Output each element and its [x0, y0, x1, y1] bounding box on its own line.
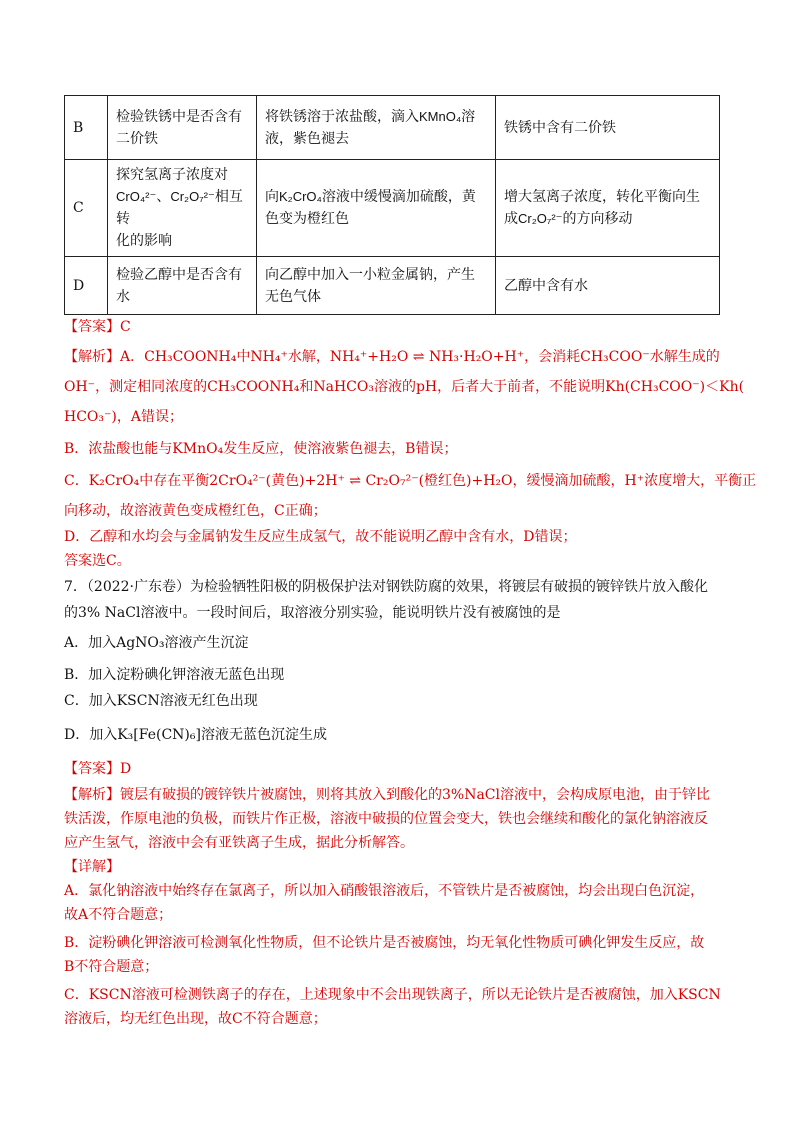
answer-7: 【答案】D — [64, 761, 132, 777]
question-7-line2: 的3% NaCl溶液中。一段时间后，取溶液分别实验，能说明铁片没有被腐蚀的是 — [64, 605, 561, 621]
question-7-line1: 7．（2022·广东卷）为检验牺牲阳极的阴极保护法对钢铁防腐的效果，将镀层有破损的镀锌铁片放入酸化 — [64, 579, 708, 595]
question-7-option-d: D．加入K₃[Fe(CN)₆]溶液无蓝色沉淀生成 — [64, 727, 327, 743]
detail-7-c1: C．KSCN溶液可检测铁离子的存在，上述现象中不会出现铁离子，所以无论铁片是否被腐蚀，加入KSCN — [64, 987, 721, 1003]
detail-7-c2: 溶液后，均无红色出现，故C不符合题意； — [64, 1011, 327, 1027]
operation-cell: 向乙醇中加入一小粒金属钠，产生无色气体 — [257, 257, 496, 315]
analysis-6-a1: 【解析】A．CH₃COONH₄中NH₄⁺水解，NH₄⁺+H₂O ⇌ NH₃·H₂O+H⁺，会消耗CH₃COO⁻水解生成的 — [64, 349, 720, 365]
experiment-table — [64, 95, 720, 315]
analysis-6-b: B．浓盐酸也能与KMnO₄发生反应，使溶液紫色褪去，B错误； — [64, 441, 458, 457]
detail-7-a2: 故A不符合题意； — [64, 907, 173, 923]
row-label: D — [65, 257, 108, 315]
analysis-7-line2: 铁活泼，作原电池的负极，而铁片作正极，溶液中破损的位置会变大，铁也会继续和酸化的氯化钠溶液反 — [64, 811, 708, 827]
table-row — [65, 96, 720, 160]
row-label: C — [65, 160, 108, 257]
analysis-7-line1: 【解析】镀层有破损的镀锌铁片被腐蚀，则将其放入到酸化的3%NaCl溶液中，会构成原电池，由于锌比 — [64, 787, 710, 803]
analysis-6-a3: HCO₃⁻)，A错误； — [64, 409, 183, 425]
answer-6: 【答案】C — [64, 319, 131, 335]
operation-cell: 将铁锈溶于浓盐酸，滴入KMnO₄溶液，紫色褪去 — [257, 96, 496, 160]
detail-7-a1: A．氯化钠溶液中始终存在氯离子，所以加入硝酸银溶液后，不管铁片是否被腐蚀，均会出现白色沉淀， — [64, 883, 705, 899]
analysis-6-c2: 向移动，故溶液黄色变成橙红色，C正确； — [64, 503, 327, 519]
detail-7-label: 【详解】 — [64, 859, 120, 875]
question-7-option-a: A．加入AgNO₃溶液产生沉淀 — [64, 635, 249, 651]
conclusion-cell: 增大氢离子浓度，转化平衡向生成Cr₂O₇²⁻的方向移动 — [496, 160, 720, 257]
detail-7-b1: B．淀粉碘化钾溶液可检测氧化性物质，但不论铁片是否被腐蚀，均无氧化性物质可碘化钾发生反应，故 — [64, 935, 705, 951]
purpose-cell: 探究氢离子浓度对 CrO₄²⁻、Cr₂O₇²⁻相互转 化的影响 — [108, 160, 257, 257]
analysis-6-c1: C．K₂CrO₄中存在平衡2CrO₄²⁻(黄色)+2H⁺ ⇌ Cr₂O₇²⁻(橙红色)+H₂O，缓慢滴加硫酸，H⁺浓度增大，平衡正 — [64, 473, 757, 489]
conclusion-cell: 乙醇中含有水 — [496, 257, 720, 315]
table-row — [65, 257, 720, 315]
operation-cell: 向K₂CrO₄溶液中缓慢滴加硫酸，黄色变为橙红色 — [257, 160, 496, 257]
row-label: B — [65, 96, 108, 160]
table-row — [65, 160, 720, 257]
conclusion-cell: 铁锈中含有二价铁 — [496, 96, 720, 160]
question-7-option-b: B．加入淀粉碘化钾溶液无蓝色出现 — [64, 667, 285, 683]
question-7-option-c: C．加入KSCN溶液无红色出现 — [64, 693, 258, 709]
analysis-7-line3: 应产生氢气，溶液中会有亚铁离子生成，据此分析解答。 — [64, 835, 414, 851]
detail-7-b2: B不符合题意； — [64, 959, 159, 975]
analysis-6-choice: 答案选C。 — [64, 553, 131, 569]
analysis-6-a2: OH⁻，测定相同浓度的CH₃COONH₄和NaHCO₃溶液的pH，后者大于前者，不能说明Kh(CH₃COO⁻)＜Kh( — [64, 379, 745, 395]
analysis-6-d: D．乙醇和水均会与金属钠发生反应生成氢气，故不能说明乙醇中含有水，D错误； — [64, 529, 577, 545]
purpose-cell: 检验乙醇中是否含有水 — [108, 257, 257, 315]
purpose-cell: 检验铁锈中是否含有二价铁 — [108, 96, 257, 160]
